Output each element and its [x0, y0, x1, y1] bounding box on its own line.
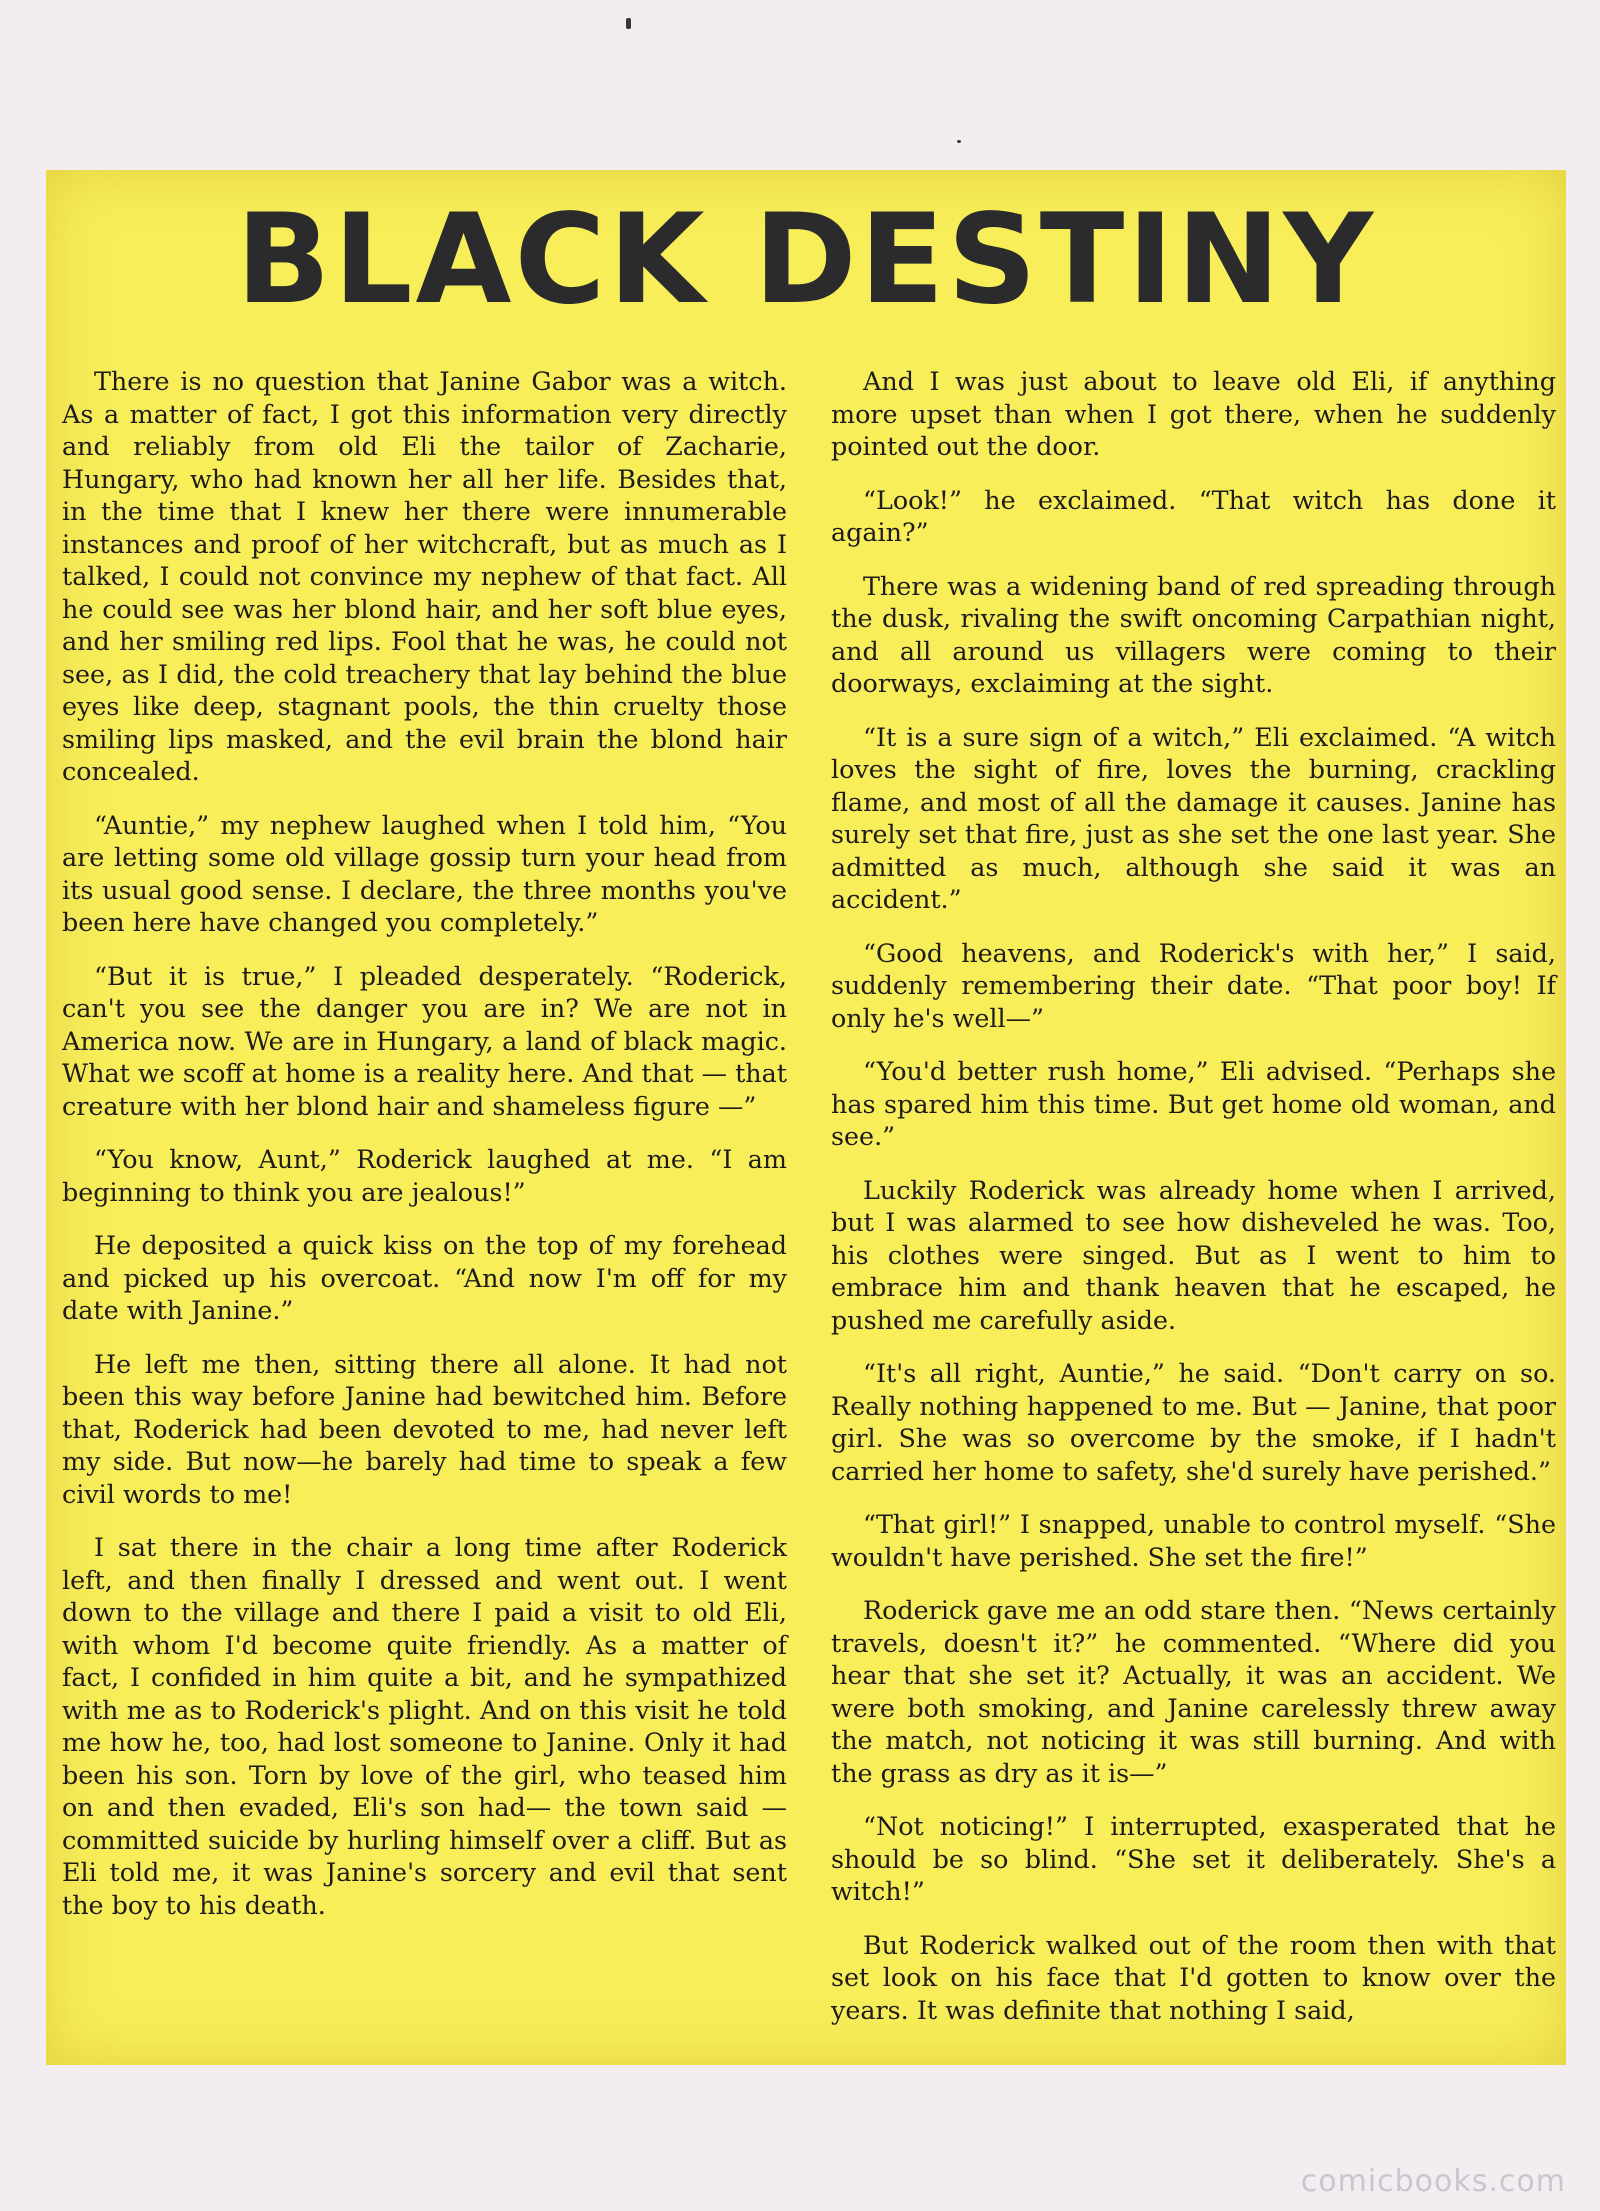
paragraph: “Look!” he exclaimed. “That witch has done it again?” [831, 484, 1556, 547]
paragraph: But Roderick walked out of the room then with that set look on his face that I'd gotten to know over the years. It was definite that nothing I said, [831, 1929, 1556, 2025]
story-title: BLACK DESTINY [236, 188, 1376, 332]
paragraph: “You know, Aunt,” Roderick laughed at me. “I am beginning to think you are jealous!” [62, 1144, 787, 1207]
right-column [831, 365, 1556, 2047]
paragraph: And I was just about to leave old Eli, if anything more upset than when I got there, when he suddenly pointed out the door. [831, 366, 1556, 461]
paragraph: I sat there in the chair a long time after Roderick left, and then finally I dressed and went out. I went down to the village and there I paid a visit to old Eli, with whom I'd become quite friendly. As a matter of fact, I confided in him quite a bit, and he sympathized with me as to Roderick's plight. And on this visit he told me how he, too, had lost someone to Janine. Only it had been his son. Torn by love of the girl, who teased him on and then evaded, Eli's son had— the town said — committed suicide by hurling himself over a cliff. But as Eli told me, it was Janine's sorcery and evil that sent the boy to his death. [62, 1532, 787, 1920]
paragraph: He deposited a quick kiss on the top of my forehead and picked up his overcoat. “And now I'm off for my date with Janine.” [62, 1230, 787, 1325]
paragraph: “You'd better rush home,” Eli advised. “Perhaps she has spared him this time. But get home old woman, and see.” [831, 1056, 1556, 1151]
paragraph: “It is a sure sign of a witch,” Eli exclaimed. “A witch loves the sight of fire, loves the burning, crackling flame, and most of all the damage it causes. Janine has surely set that fire, just as she set the one last year. She admitted as much, although she said it was an accident.” [831, 721, 1556, 914]
site-watermark: comicbooks.com [1300, 2164, 1566, 2199]
paragraph: Luckily Roderick was already home when I arrived, but I was alarmed to see how disheveled he was. Too, his clothes were singed. But as I went to him to embrace him and thank heaven that he escaped, he pushed me carefully aside. [831, 1174, 1556, 1335]
paragraph: “Auntie,” my nephew laughed when I told him, “You are letting some old village gossip turn your head from its usual good sense. I declare, the three months you've been here have changed you completely.” [62, 809, 787, 937]
story-panel [46, 170, 1566, 2065]
paragraph: Roderick gave me an odd stare then. “News certainly travels, doesn't it?” he commented. “Where did you hear that she set it? Actually, it was an accident. We were both smoking, and Janine carelessly threw away the match, not noticing it was still burning. And with the grass as dry as it is—” [831, 1595, 1556, 1788]
paragraph: There is no question that Janine Gabor was a witch. As a matter of fact, I got this information very directly and reliably from old Eli the tailor of Zacharie, Hungary, who had known her all her life. Besides that, in the time that I knew her there were innumerable instances and proof of her witchcraft, but as much as I talked, I could not convince my nephew of that fact. All he could see was her blond hair, and her soft blue eyes, and her smiling red lips. Fool that he was, he could not see, as I did, the cold treachery that lay behind the blue eyes like deep, stagnant pools, the thin cruelty those smiling lips masked, and the evil brain the blond hair concealed. [62, 366, 787, 786]
ink-speck [957, 140, 961, 143]
paragraph: “Not noticing!” I interrupted, exasperated that he should be so blind. “She set it deliberately. She's a witch!” [831, 1811, 1556, 1906]
paragraph: “But it is true,” I pleaded desperately. “Roderick, can't you see the danger you are in? We are not in America now. We are in Hungary, a land of black magic. What we scoff at home is a reality here. And that — that creature with her blond hair and shameless figure —” [62, 960, 787, 1121]
paragraph: “That girl!” I snapped, unable to control myself. “She wouldn't have perished. She set the fire!” [831, 1509, 1556, 1572]
left-column [62, 365, 787, 1942]
paragraph: “Good heavens, and Roderick's with her,” I said, suddenly remembering their date. “That poor boy! If only he's well—” [831, 937, 1556, 1033]
paragraph: He left me then, sitting there all alone. It had not been this way before Janine had bewitched him. Before that, Roderick had been devoted to me, had never left my side. But now—he barely had time to speak a few civil words to me! [62, 1348, 787, 1509]
ink-speck [626, 18, 631, 29]
paragraph: There was a widening band of red spreading through the dusk, rivaling the swift oncoming Carpathian night, and all around us villagers were coming to their doorways, exclaiming at the sight. [831, 570, 1556, 698]
paragraph: “It's all right, Auntie,” he said. “Don't carry on so. Really nothing happened to me. But — Janine, that poor girl. She was so overcome by the smoke, if I hadn't carried her home to safety, she'd surely have perished.” [831, 1358, 1556, 1486]
